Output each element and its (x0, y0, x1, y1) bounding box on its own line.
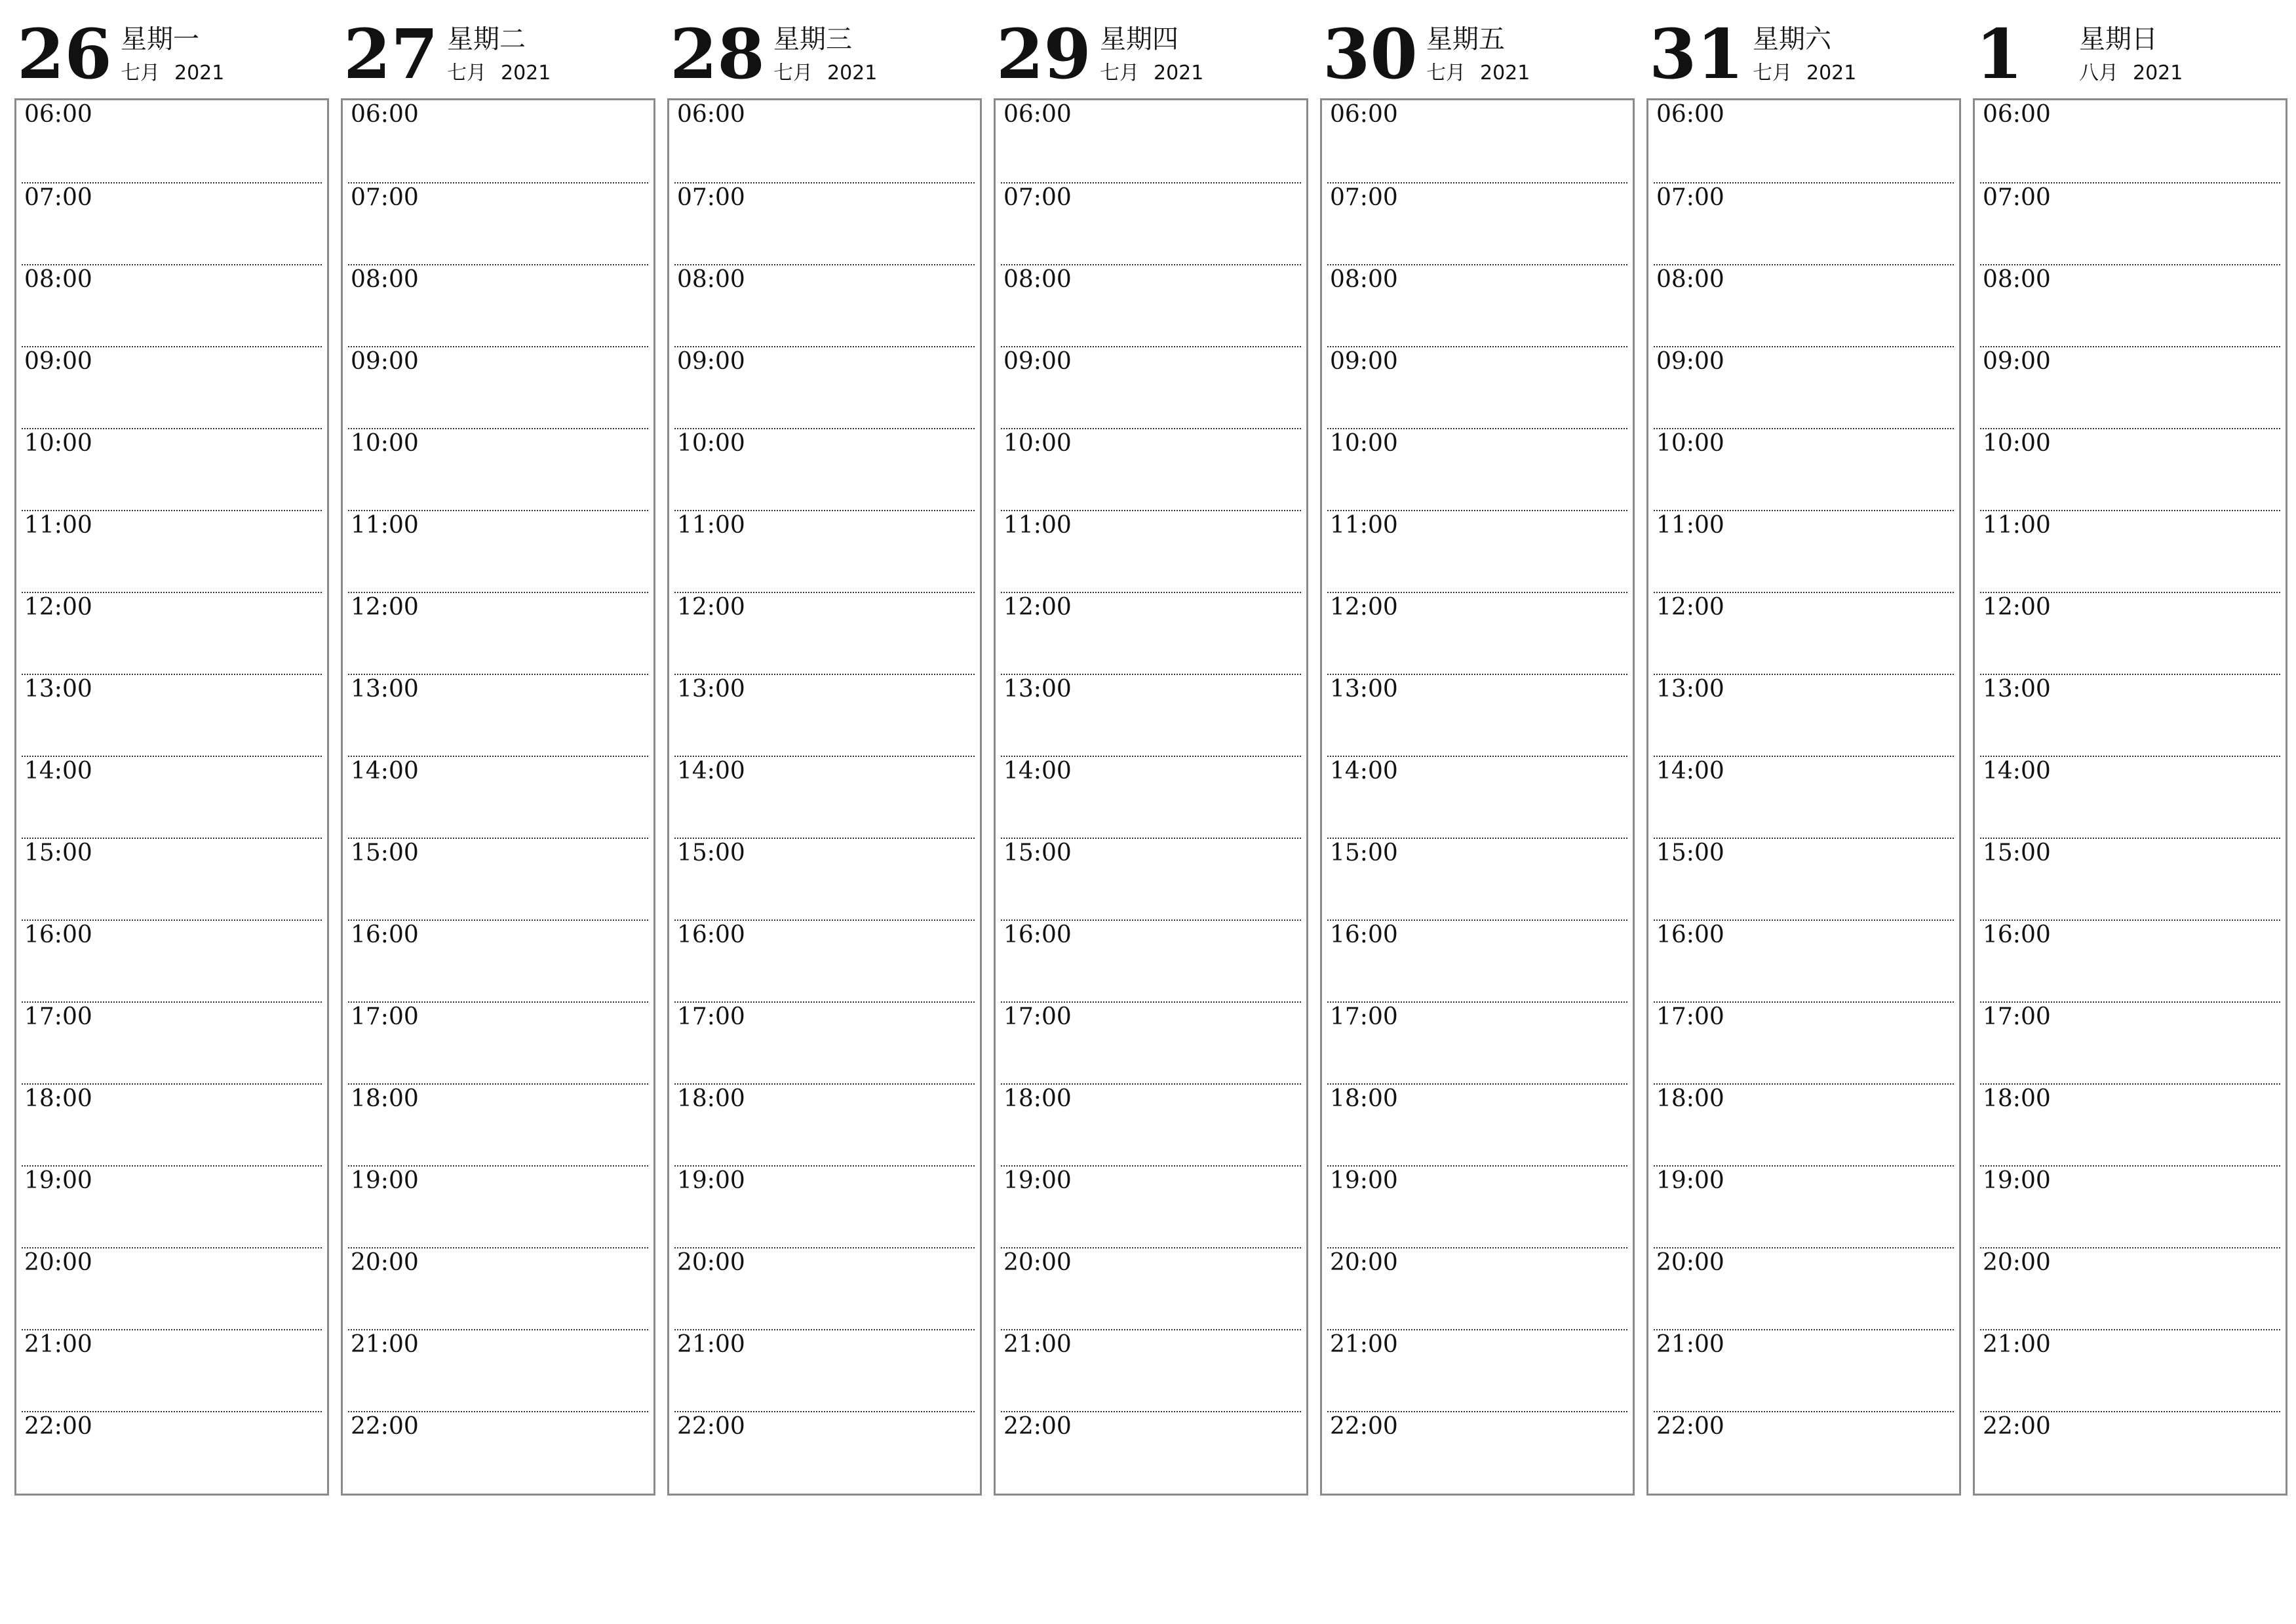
time-slot-label: 21:00 (351, 1331, 419, 1358)
time-slot-label: 17:00 (1330, 1003, 1398, 1030)
time-slot[interactable] (348, 756, 648, 839)
time-slot-label: 15:00 (1003, 840, 1072, 866)
time-slot-label: 10:00 (351, 430, 419, 457)
time-slot[interactable] (348, 1411, 648, 1494)
time-slot[interactable] (22, 838, 322, 921)
time-slot-label: 17:00 (1003, 1003, 1072, 1030)
time-slot[interactable] (674, 346, 975, 429)
time-slot-label: 19:00 (1983, 1167, 2051, 1194)
time-slot-label: 12:00 (1656, 594, 1724, 621)
time-slot-label: 21:00 (1656, 1331, 1724, 1358)
time-slot[interactable] (1327, 919, 1627, 1003)
time-slot[interactable] (1001, 1165, 1301, 1248)
time-slot[interactable] (1980, 1001, 2280, 1085)
time-slot[interactable] (1654, 838, 1954, 921)
time-slot[interactable] (1654, 1083, 1954, 1167)
time-slot[interactable] (1654, 1001, 1954, 1085)
time-slot[interactable] (348, 346, 648, 429)
time-slot[interactable] (674, 1165, 975, 1248)
time-slot-label: 16:00 (1330, 921, 1398, 948)
time-slot-label: 08:00 (24, 266, 92, 293)
day-header (667, 13, 981, 98)
time-slot[interactable] (1654, 510, 1954, 593)
time-slot[interactable] (1654, 592, 1954, 675)
time-slot[interactable] (22, 919, 322, 1003)
time-slot-label: 08:00 (677, 266, 745, 293)
year-label: 2021 (174, 62, 225, 85)
time-slot[interactable] (348, 1247, 648, 1330)
time-slot[interactable] (1001, 346, 1301, 429)
time-slot-label: 10:00 (1983, 430, 2051, 457)
day-column (1973, 13, 2286, 1494)
time-slot[interactable] (1980, 1247, 2280, 1330)
day-number: 29 (996, 14, 1091, 94)
time-slot-label: 06:00 (1330, 101, 1398, 128)
time-slot-label: 16:00 (351, 921, 419, 948)
time-slot[interactable] (22, 756, 322, 839)
time-slot[interactable] (1980, 182, 2280, 265)
time-slot[interactable] (1001, 182, 1301, 265)
time-slot-label: 20:00 (24, 1249, 92, 1276)
month-year-label (1100, 62, 1203, 85)
day-header (1320, 13, 1633, 98)
time-slot[interactable] (1980, 1165, 2280, 1248)
time-slot-label: 08:00 (1330, 266, 1398, 293)
time-slot[interactable] (1980, 510, 2280, 593)
time-slot[interactable] (22, 674, 322, 757)
time-slot-label: 09:00 (1656, 348, 1724, 375)
time-slot-label: 21:00 (1003, 1331, 1072, 1358)
day-header (994, 13, 1307, 98)
time-slot[interactable] (348, 182, 648, 265)
time-slot-label: 13:00 (1983, 676, 2051, 703)
time-slot-label: 19:00 (677, 1167, 745, 1194)
time-slot[interactable] (22, 1001, 322, 1085)
month-year-label (2079, 62, 2183, 85)
time-slot[interactable] (22, 100, 322, 182)
year-label: 2021 (1480, 62, 1530, 85)
time-slot-label: 13:00 (24, 676, 92, 703)
time-slot-label: 22:00 (1003, 1413, 1072, 1440)
time-slot-label: 12:00 (24, 594, 92, 621)
time-slot[interactable] (1980, 674, 2280, 757)
day-column (341, 13, 654, 1494)
time-slot-label: 21:00 (24, 1331, 92, 1358)
time-slot[interactable] (674, 1329, 975, 1412)
time-slot[interactable] (1327, 1001, 1627, 1085)
time-slot-label: 10:00 (1656, 430, 1724, 457)
time-slot-label: 07:00 (1003, 184, 1072, 211)
year-label: 2021 (1806, 62, 1857, 85)
time-slot[interactable] (1980, 428, 2280, 511)
time-slot-label: 13:00 (677, 676, 745, 703)
time-slot-label: 22:00 (351, 1413, 419, 1440)
time-slot[interactable] (674, 592, 975, 675)
time-slot[interactable] (1654, 264, 1954, 347)
time-slot-label: 15:00 (1983, 840, 2051, 866)
day-schedule-box[interactable] (1320, 98, 1635, 1496)
time-slot[interactable] (1327, 1083, 1627, 1167)
time-slot-label: 15:00 (24, 840, 92, 866)
time-slot-label: 20:00 (677, 1249, 745, 1276)
time-slot-label: 07:00 (1983, 184, 2051, 211)
time-slot-label: 22:00 (1656, 1413, 1724, 1440)
time-slot-label: 10:00 (1003, 430, 1072, 457)
time-slot[interactable] (1327, 264, 1627, 347)
time-slot[interactable] (1001, 674, 1301, 757)
time-slot[interactable] (1001, 510, 1301, 593)
time-slot[interactable] (1980, 264, 2280, 347)
time-slot[interactable] (1654, 1247, 1954, 1330)
time-slot-label: 06:00 (24, 101, 92, 128)
time-slot-label: 06:00 (677, 101, 745, 128)
time-slot-label: 09:00 (1003, 348, 1072, 375)
time-slot-label: 14:00 (1330, 758, 1398, 784)
time-slot[interactable] (1654, 919, 1954, 1003)
time-slot-label: 18:00 (24, 1085, 92, 1112)
time-slot-label: 18:00 (1983, 1085, 2051, 1112)
time-slot-label: 22:00 (1983, 1413, 2051, 1440)
time-slot-label: 07:00 (1330, 184, 1398, 211)
time-slot-label: 18:00 (351, 1085, 419, 1112)
time-slot-label: 11:00 (677, 512, 745, 539)
time-slot[interactable] (22, 592, 322, 675)
time-slot[interactable] (22, 264, 322, 347)
time-slot-label: 16:00 (1983, 921, 2051, 948)
time-slot[interactable] (1327, 592, 1627, 675)
time-slot-label: 18:00 (1330, 1085, 1398, 1112)
weekday-label: 星期四 (1100, 24, 1178, 54)
time-slot-label: 16:00 (677, 921, 745, 948)
time-slot[interactable] (348, 428, 648, 511)
time-slot-label: 17:00 (677, 1003, 745, 1030)
month-label: 七月 (1100, 62, 1139, 85)
time-slot[interactable] (1001, 1329, 1301, 1412)
time-slot-label: 19:00 (1003, 1167, 1072, 1194)
time-slot-label: 14:00 (351, 758, 419, 784)
time-slot[interactable] (1327, 674, 1627, 757)
time-slot-label: 22:00 (677, 1413, 745, 1440)
time-slot[interactable] (1654, 182, 1954, 265)
time-slot[interactable] (1980, 592, 2280, 675)
time-slot[interactable] (1980, 346, 2280, 429)
time-slot-label: 15:00 (351, 840, 419, 866)
time-slot-label: 17:00 (24, 1003, 92, 1030)
time-slot-label: 16:00 (1003, 921, 1072, 948)
time-slot[interactable] (1327, 1247, 1627, 1330)
time-slot[interactable] (22, 182, 322, 265)
time-slot-label: 07:00 (351, 184, 419, 211)
time-slot[interactable] (1001, 1001, 1301, 1085)
day-number: 1 (1975, 14, 2023, 94)
time-slot[interactable] (1001, 919, 1301, 1003)
time-slot-label: 09:00 (1330, 348, 1398, 375)
day-schedule-box[interactable] (1646, 98, 1961, 1496)
month-label: 七月 (121, 62, 160, 85)
time-slot-label: 14:00 (1003, 758, 1072, 784)
weekday-label: 星期日 (2079, 24, 2158, 54)
month-year-label (447, 62, 551, 85)
time-slot[interactable] (1980, 756, 2280, 839)
time-slot[interactable] (22, 428, 322, 511)
time-slot[interactable] (22, 510, 322, 593)
time-slot-label: 14:00 (1656, 758, 1724, 784)
time-slot-label: 17:00 (351, 1003, 419, 1030)
time-slot[interactable] (674, 838, 975, 921)
time-slot[interactable] (1001, 428, 1301, 511)
time-slot[interactable] (1001, 592, 1301, 675)
time-slot-label: 20:00 (1003, 1249, 1072, 1276)
time-slot-label: 12:00 (1983, 594, 2051, 621)
time-slot[interactable] (348, 100, 648, 182)
day-schedule-box[interactable] (994, 98, 1308, 1496)
time-slot-label: 18:00 (1656, 1085, 1724, 1112)
time-slot[interactable] (1327, 1165, 1627, 1248)
time-slot-label: 10:00 (677, 430, 745, 457)
time-slot-label: 20:00 (351, 1249, 419, 1276)
time-slot-label: 20:00 (1330, 1249, 1398, 1276)
time-slot-label: 19:00 (1656, 1167, 1724, 1194)
day-number: 28 (670, 14, 765, 94)
time-slot[interactable] (22, 1411, 322, 1494)
time-slot-label: 07:00 (1656, 184, 1724, 211)
time-slot[interactable] (1001, 1083, 1301, 1167)
day-number: 31 (1649, 14, 1744, 94)
time-slot[interactable] (674, 674, 975, 757)
time-slot[interactable] (348, 264, 648, 347)
time-slot-label: 11:00 (1330, 512, 1398, 539)
year-label: 2021 (827, 62, 878, 85)
day-header (1973, 13, 2286, 98)
time-slot[interactable] (1001, 838, 1301, 921)
time-slot-label: 11:00 (351, 512, 419, 539)
time-slot-label: 13:00 (1003, 676, 1072, 703)
time-slot-label: 18:00 (677, 1085, 745, 1112)
day-column (667, 13, 981, 1494)
time-slot-label: 06:00 (1983, 101, 2051, 128)
time-slot[interactable] (1654, 674, 1954, 757)
time-slot-label: 21:00 (677, 1331, 745, 1358)
time-slot[interactable] (1654, 1329, 1954, 1412)
time-slot[interactable] (674, 919, 975, 1003)
time-slot-label: 07:00 (24, 184, 92, 211)
time-slot-label: 11:00 (1656, 512, 1724, 539)
month-label: 七月 (1753, 62, 1792, 85)
time-slot-label: 11:00 (1983, 512, 2051, 539)
weekday-label: 星期一 (121, 24, 199, 54)
time-slot-label: 11:00 (1003, 512, 1072, 539)
year-label: 2021 (501, 62, 551, 85)
time-slot-label: 11:00 (24, 512, 92, 539)
month-year-label (1426, 62, 1530, 85)
time-slot-label: 20:00 (1983, 1249, 2051, 1276)
time-slot[interactable] (1980, 1083, 2280, 1167)
time-slot-label: 15:00 (677, 840, 745, 866)
time-slot-label: 14:00 (677, 758, 745, 784)
time-slot-label: 13:00 (1656, 676, 1724, 703)
time-slot[interactable] (1980, 1411, 2280, 1494)
time-slot[interactable] (1654, 1165, 1954, 1248)
day-header (14, 13, 328, 98)
time-slot-label: 10:00 (24, 430, 92, 457)
time-slot-label: 12:00 (1330, 594, 1398, 621)
time-slot[interactable] (348, 1329, 648, 1412)
time-slot[interactable] (1327, 428, 1627, 511)
time-slot[interactable] (348, 510, 648, 593)
time-slot[interactable] (348, 919, 648, 1003)
time-slot[interactable] (1980, 100, 2280, 182)
time-slot-label: 09:00 (351, 348, 419, 375)
time-slot[interactable] (1001, 100, 1301, 182)
day-column (1646, 13, 1960, 1494)
time-slot[interactable] (674, 1001, 975, 1085)
time-slot-label: 12:00 (677, 594, 745, 621)
time-slot-label: 17:00 (1656, 1003, 1724, 1030)
time-slot-label: 09:00 (24, 348, 92, 375)
year-label: 2021 (1154, 62, 1204, 85)
month-year-label (1753, 62, 1856, 85)
time-slot-label: 15:00 (1656, 840, 1724, 866)
day-schedule-box[interactable] (1973, 98, 2287, 1496)
time-slot[interactable] (22, 1247, 322, 1330)
time-slot[interactable] (1001, 1411, 1301, 1494)
time-slot-label: 18:00 (1003, 1085, 1072, 1112)
day-number: 30 (1323, 14, 1418, 94)
time-slot-label: 14:00 (24, 758, 92, 784)
day-column (1320, 13, 1633, 1494)
time-slot-label: 12:00 (1003, 594, 1072, 621)
time-slot-label: 07:00 (677, 184, 745, 211)
time-slot[interactable] (674, 428, 975, 511)
time-slot[interactable] (1980, 838, 2280, 921)
time-slot[interactable] (1001, 756, 1301, 839)
month-label: 八月 (2079, 62, 2118, 85)
time-slot-label: 22:00 (1330, 1413, 1398, 1440)
time-slot-label: 06:00 (351, 101, 419, 128)
time-slot[interactable] (1654, 1411, 1954, 1494)
time-slot[interactable] (348, 1001, 648, 1085)
month-label: 七月 (1426, 62, 1466, 85)
time-slot[interactable] (1001, 1247, 1301, 1330)
time-slot-label: 08:00 (1656, 266, 1724, 293)
weekday-label: 星期三 (773, 24, 852, 54)
weekday-label: 星期五 (1426, 24, 1505, 54)
time-slot[interactable] (1654, 756, 1954, 839)
time-slot[interactable] (348, 838, 648, 921)
time-slot-label: 19:00 (24, 1167, 92, 1194)
day-number: 27 (343, 14, 438, 94)
day-header (1646, 13, 1960, 98)
time-slot[interactable] (674, 756, 975, 839)
time-slot-label: 06:00 (1003, 101, 1072, 128)
time-slot-label: 21:00 (1983, 1331, 2051, 1358)
time-slot[interactable] (1980, 919, 2280, 1003)
weekday-label: 星期六 (1753, 24, 1831, 54)
time-slot[interactable] (1327, 100, 1627, 182)
time-slot[interactable] (1327, 1329, 1627, 1412)
time-slot-label: 14:00 (1983, 758, 2051, 784)
time-slot[interactable] (674, 1247, 975, 1330)
time-slot-label: 21:00 (1330, 1331, 1398, 1358)
day-schedule-box[interactable] (14, 98, 329, 1496)
time-slot-label: 12:00 (351, 594, 419, 621)
time-slot[interactable] (348, 592, 648, 675)
time-slot-label: 17:00 (1983, 1003, 2051, 1030)
time-slot-label: 09:00 (677, 348, 745, 375)
time-slot-label: 20:00 (1656, 1249, 1724, 1276)
month-label: 七月 (773, 62, 813, 85)
time-slot-label: 08:00 (1003, 266, 1072, 293)
time-slot[interactable] (22, 1165, 322, 1248)
time-slot[interactable] (674, 1083, 975, 1167)
day-number: 26 (17, 14, 112, 94)
month-year-label (121, 62, 224, 85)
month-year-label (773, 62, 877, 85)
time-slot[interactable] (1654, 428, 1954, 511)
day-column (994, 13, 1307, 1494)
time-slot-label: 19:00 (351, 1167, 419, 1194)
time-slot[interactable] (1327, 182, 1627, 265)
time-slot[interactable] (674, 1411, 975, 1494)
time-slot-label: 10:00 (1330, 430, 1398, 457)
month-label: 七月 (447, 62, 486, 85)
weekday-label: 星期二 (447, 24, 526, 54)
time-slot-label: 16:00 (1656, 921, 1724, 948)
weekly-planner (14, 13, 2289, 1494)
time-slot[interactable] (348, 1165, 648, 1248)
time-slot[interactable] (674, 100, 975, 182)
time-slot[interactable] (1654, 346, 1954, 429)
time-slot[interactable] (1327, 756, 1627, 839)
day-schedule-box[interactable] (341, 98, 655, 1496)
time-slot[interactable] (348, 674, 648, 757)
time-slot[interactable] (1327, 346, 1627, 429)
time-slot[interactable] (1327, 510, 1627, 593)
time-slot-label: 19:00 (1330, 1167, 1398, 1194)
time-slot[interactable] (1327, 1411, 1627, 1494)
time-slot-label: 06:00 (1656, 101, 1724, 128)
day-column (14, 13, 328, 1494)
time-slot[interactable] (674, 182, 975, 265)
time-slot-label: 08:00 (351, 266, 419, 293)
time-slot-label: 09:00 (1983, 348, 2051, 375)
year-label: 2021 (2133, 62, 2183, 85)
time-slot[interactable] (22, 1083, 322, 1167)
time-slot-label: 16:00 (24, 921, 92, 948)
time-slot[interactable] (1327, 838, 1627, 921)
day-schedule-box[interactable] (667, 98, 982, 1496)
time-slot[interactable] (22, 1329, 322, 1412)
time-slot-label: 15:00 (1330, 840, 1398, 866)
time-slot-label: 22:00 (24, 1413, 92, 1440)
time-slot[interactable] (674, 510, 975, 593)
time-slot[interactable] (1980, 1329, 2280, 1412)
time-slot[interactable] (1001, 264, 1301, 347)
day-header (341, 13, 654, 98)
time-slot-label: 13:00 (351, 676, 419, 703)
time-slot[interactable] (22, 346, 322, 429)
time-slot-label: 13:00 (1330, 676, 1398, 703)
time-slot-label: 08:00 (1983, 266, 2051, 293)
time-slot[interactable] (1654, 100, 1954, 182)
time-slot[interactable] (348, 1083, 648, 1167)
time-slot[interactable] (674, 264, 975, 347)
